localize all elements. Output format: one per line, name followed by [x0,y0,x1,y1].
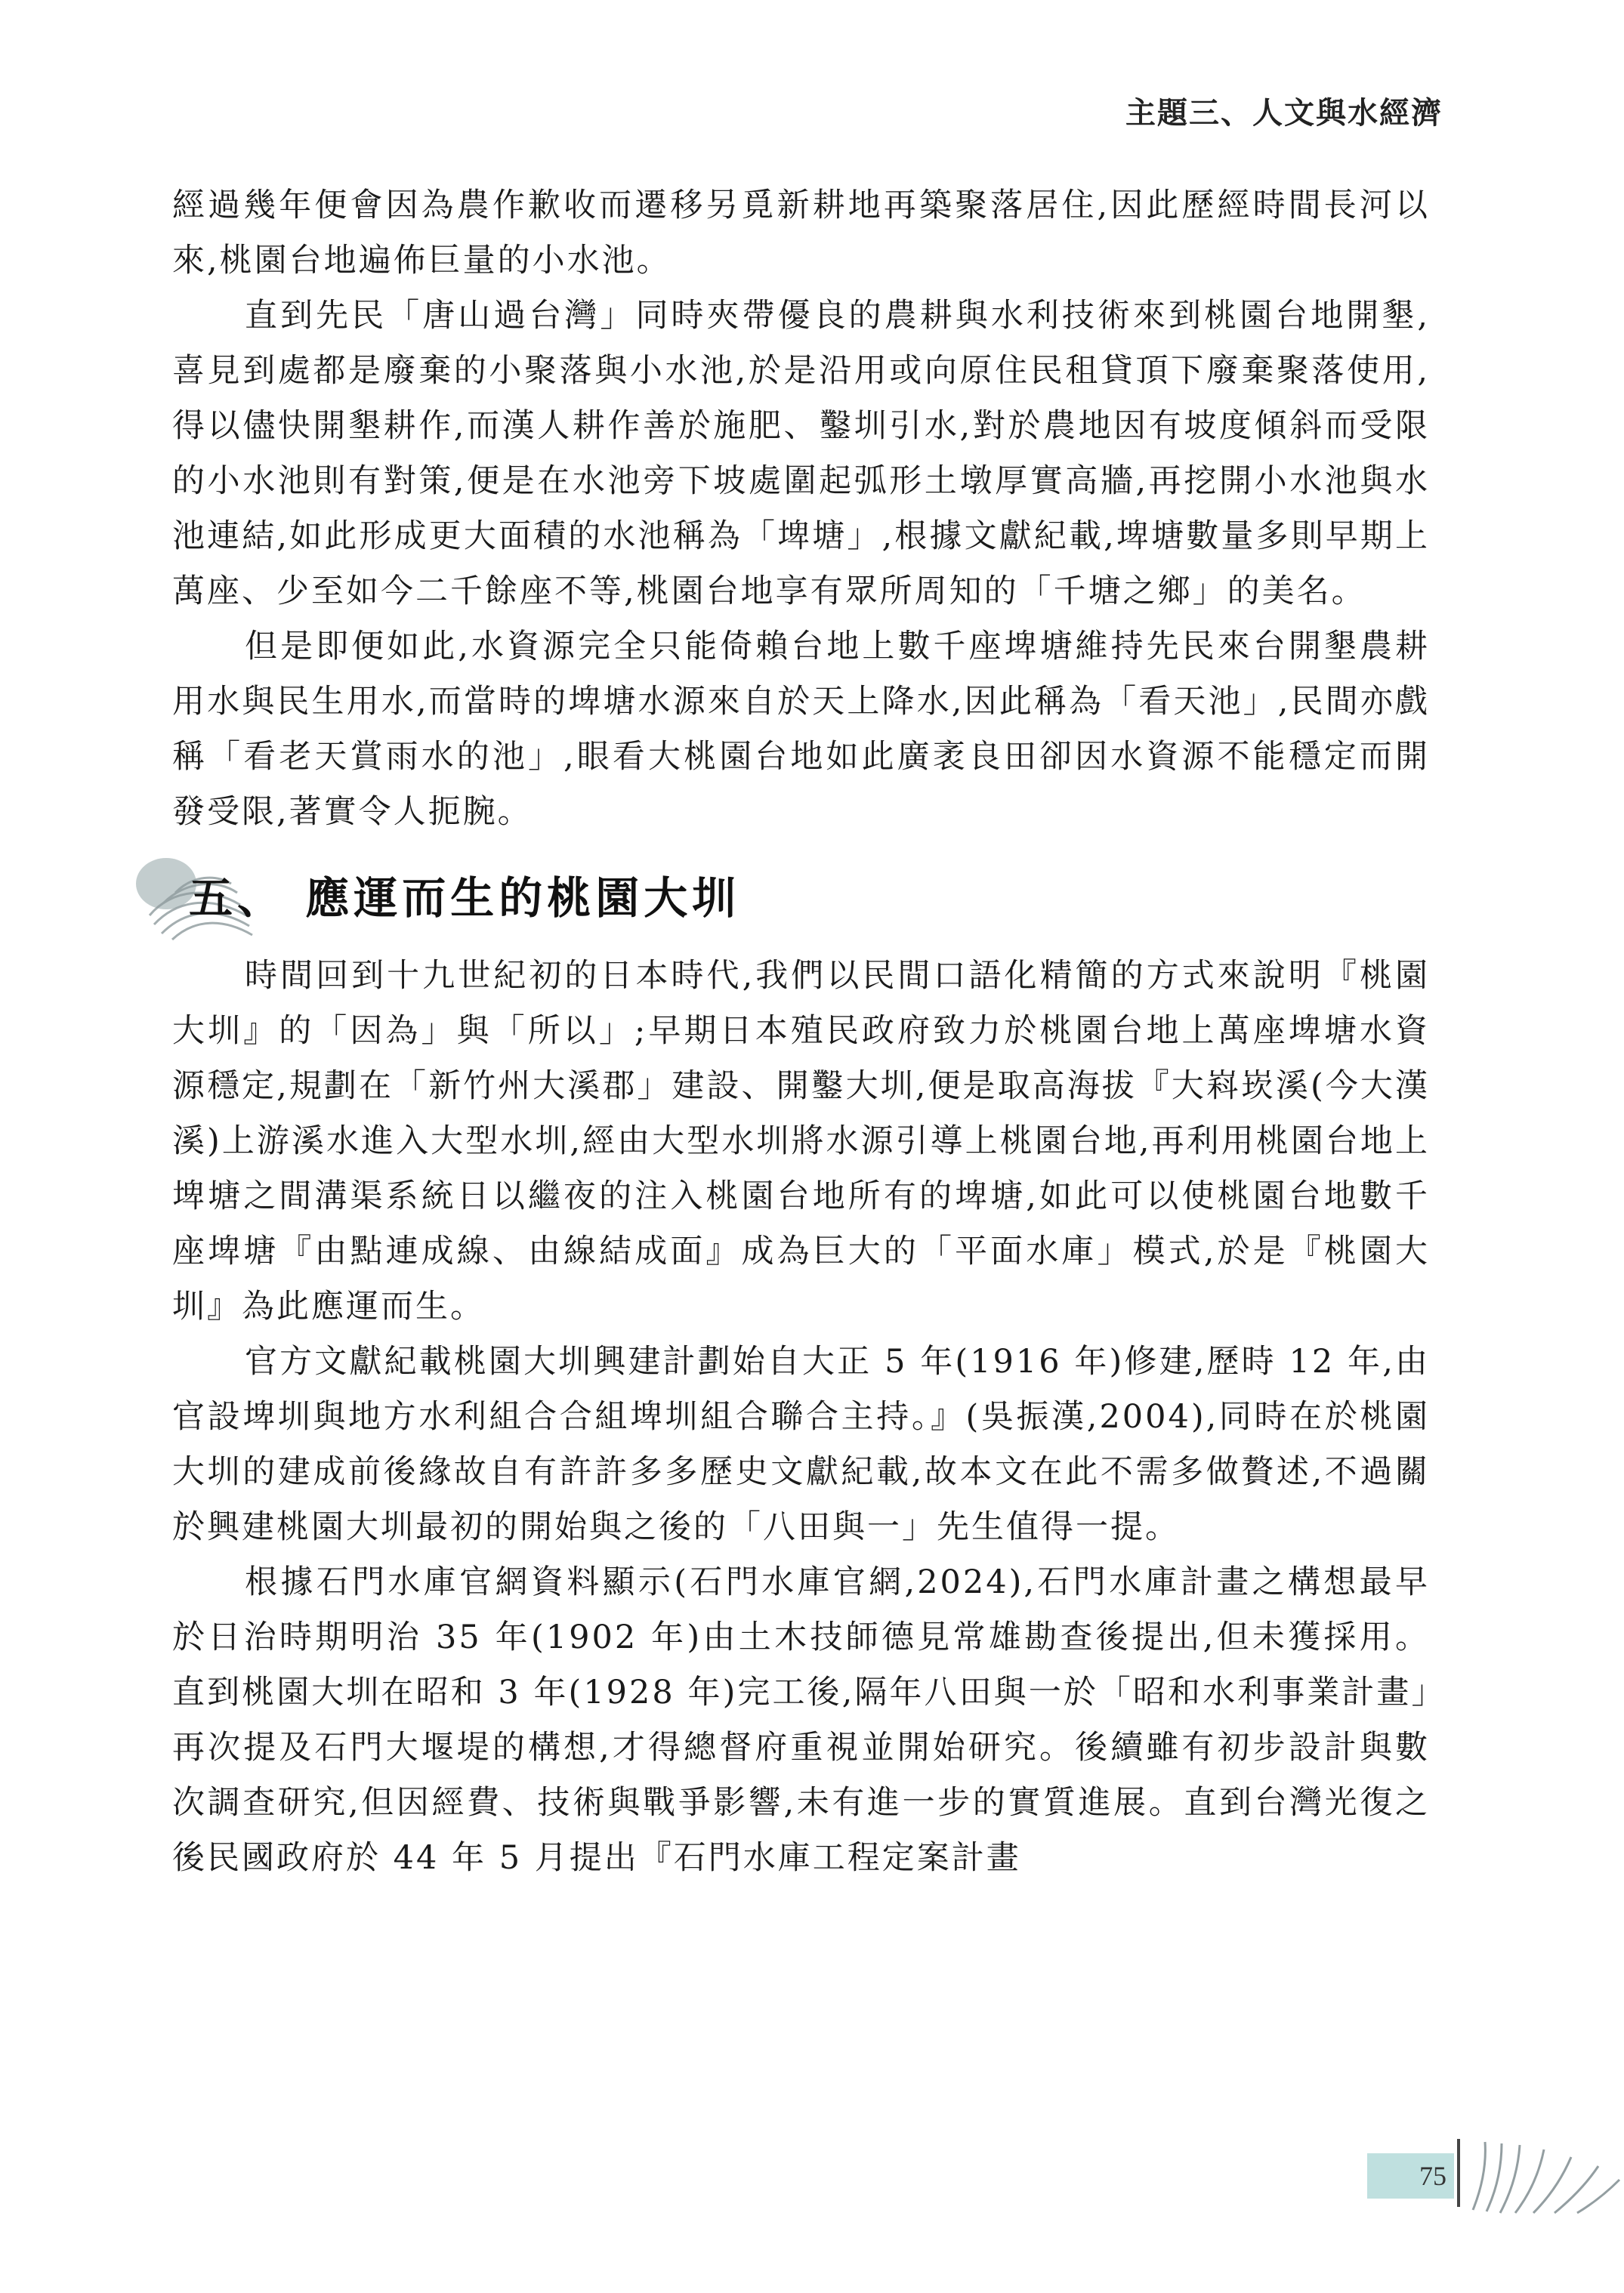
section-title: 五、 應運而生的桃園大圳 [189,872,741,924]
footer-divider [1457,2139,1460,2207]
wave-lines-icon [1465,2134,1624,2217]
paragraph-6: 根據石門水庫官網資料顯示(石門水庫官網,2024),石門水庫計畫之構想最早於日治時期明治 35 年(1902 年)由土木技師德見常雄勘查後提出,但未獲採用。直到桃園大圳在昭和 3 年(1928 年)完工後,隔年八田與一於「昭和水利事業計畫」再次提及石門大堰堤的構想,才得總督府重視並開始研究。後續雖有初步設計與數次調查研究,但因經費、技術與戰爭影響,未有進一步的實質進展。直到台灣光復之後民國政府於 44 年 5 月提出『石門水庫工程定案計畫 [172,1563,1430,1877]
paragraph-3: 但是即便如此,水資源完全只能倚賴台地上數千座埤塘維持先民來台開墾農耕用水與民生用水,而當時的埤塘水源來自於天上降水,因此稱為「看天池」,民間亦戲稱「看老天賞雨水的池」,眼看大桃園台地如此廣袤良田卻因水資源不能穩定而開發受限,著實令人扼腕。 [172,628,1430,831]
page-number-box [1367,2153,1454,2199]
section-heading [172,847,1430,944]
paragraph-2: 直到先民「唐山過台灣」同時夾帶優良的農耕與水利技術來到桃園台地開墾,喜見到處都是廢棄的小聚落與小水池,於是沿用或向原住民租貸頂下廢棄聚落使用,得以儘快開墾耕作,而漢人耕作善於施肥、鑿圳引水,對於農地因有坡度傾斜而受限的小水池則有對策,便是在水池旁下坡處圍起弧形土墩厚實高牆,再挖開小水池與水池連結,如此形成更大面積的水池稱為「埤塘」,根據文獻紀載,埤塘數量多則早期上萬座、少至如今二千餘座不等,桃園台地享有眾所周知的「千塘之鄉」的美名。 [172,297,1430,610]
paragraph-4: 時間回到十九世紀初的日本時代,我們以民間口語化精簡的方式來說明『桃園大圳』的「因為」與「所以」;早期日本殖民政府致力於桃園台地上萬座埤塘水資源穩定,規劃在「新竹州大溪郡」建設、開鑿大圳,便是取高海拔『大嵙崁溪(今大漢溪)上游溪水進入大型水圳,經由大型水圳將水源引導上桃園台地,再利用桃園台地上埤塘之間溝渠系統日以繼夜的注入桃園台地所有的埤塘,如此可以使桃園台地數千座埤塘『由點連成線、由線結成面』成為巨大的「平面水庫」模式,於是『桃園大圳』為此應運而生。 [172,957,1430,1325]
paragraph-1: 經過幾年便會因為農作歉收而遷移另覓新耕地再築聚落居住,因此歷經時間長河以來,桃園台地遍佈巨量的小水池。 [172,187,1430,279]
running-header-title: 主題三、人文與水經濟 [1125,95,1443,131]
page-number: 75 [1419,2161,1446,2191]
body-text [172,178,1430,1886]
paragraph-5: 官方文獻紀載桃園大圳興建計劃始自大正 5 年(1916 年)修建,歷時 12 年,由官設埤圳與地方水利組合合組埤圳組合聯合主持。』(吳振漢,2004),同時在於桃園大圳的建成前後緣故自有許許多多歷史文獻紀載,故本文在此不需多做贅述,不過關於興建桃園大圳最初的開始與之後的「八田與一」先生值得一提。 [172,1343,1430,1546]
